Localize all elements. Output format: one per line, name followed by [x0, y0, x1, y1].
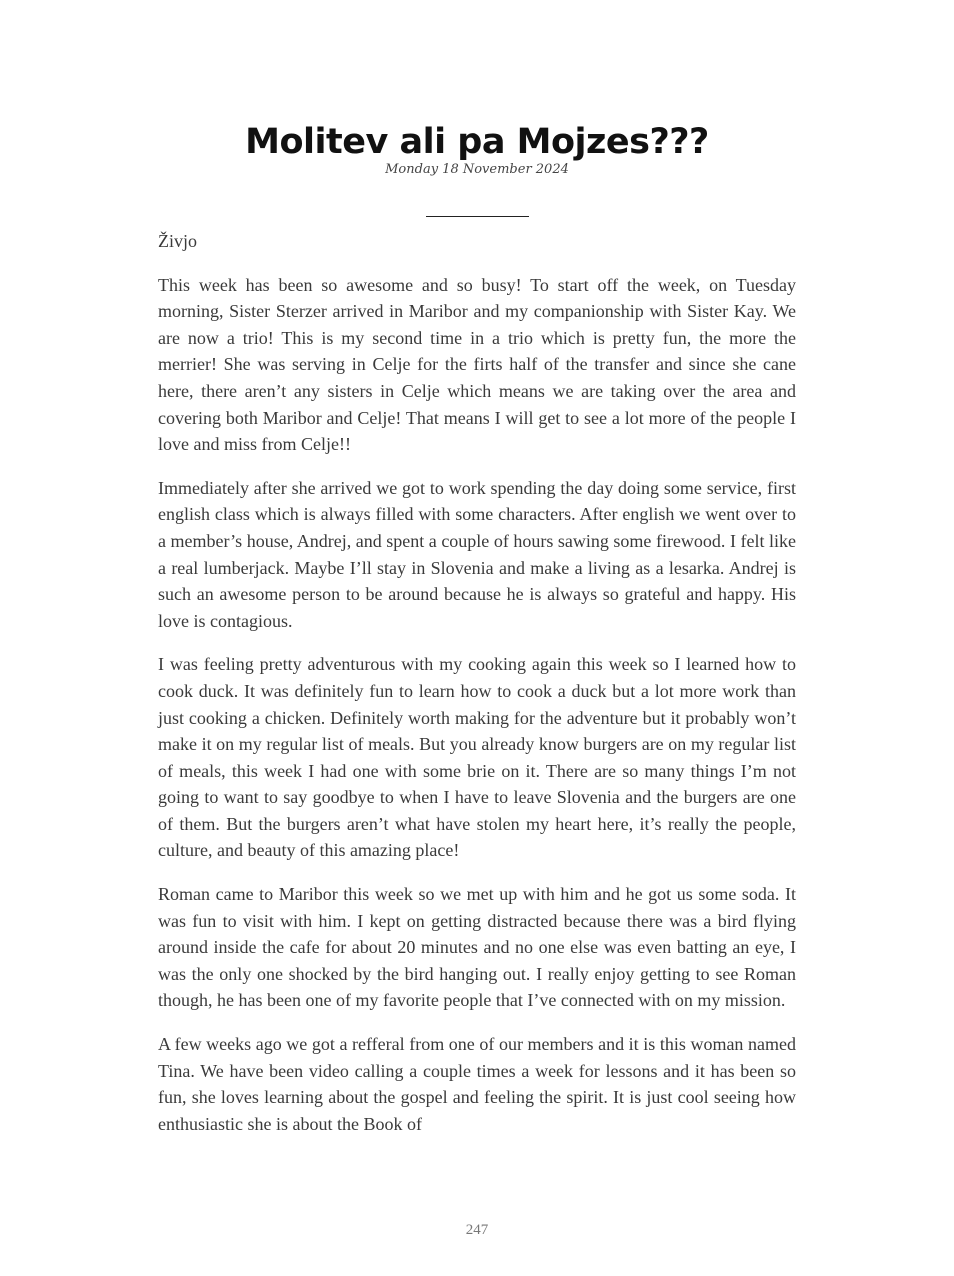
post-date: Monday 18 November 2024	[385, 162, 569, 177]
page-number: 247	[465, 1222, 489, 1238]
paragraph: This week has been so awesome and so busy! To start off the week, on Tuesday morning, Sister Sterzer arrived in Maribor and my companionship with Sister Kay. We are now a trio! This is my second time in a trio which is pretty fun, the more the merrier! She was serving in Celje for the firts half of the transfer and since she cane here, there aren’t any sisters in Celje which means we are taking over the area and covering both Maribor and Celje! That means I will get to see a lot more of the people I love and miss from Celje!!	[158, 274, 796, 455]
paragraph: I was feeling pretty adventurous with my cooking again this week so I learned how to cook duck. It was definitely fun to learn how to cook a duck but a lot more work than just cooking a chicken. Definitely worth making for the adventure but it probably won’t make it on my regular list of meals. But you already know burgers are on my regular list of meals, this week I had one with some brie on it. There are so many things I’m not going to want to say goodbye to when I have to leave Slovenia and the burgers are one of them. But the burgers aren’t what have stolen my heart here, it’s really the people, culture, and beauty of this amazing place!	[158, 654, 796, 861]
post-body	[158, 228, 796, 1154]
paragraph: Immediately after she arrived we got to work spending the day doing some service, first english class which is always filled with some characters. After english we went over to a member’s house, Andrej, and spent a couple of hours sawing some firewood. I felt like a real lumberjack. Maybe I’ll stay in Slovenia and make a living as a lesarka. Andrej is such an awesome person to be around because he is always so grateful and happy. His love is contagious.	[158, 477, 796, 631]
paragraph: A few weeks ago we got a refferal from one of our members and it is this woman named Tina. We have been video calling a couple times a week for lessons and it has been so fun, she loves learning about the gospel and feeling the spirit. It is just cool seeing how enthusiastic she is about the Book of	[158, 1034, 796, 1134]
paragraph: Roman came to Maribor this week so we met up with him and he got us some soda. It was fun to visit with him. I kept on getting distracted because there was a bird flying around inside the cafe for about 20 minutes and no one else was even batting an eye, I was the only one shocked by the bird hanging out. I really enjoy getting to see Roman though, he has been one of my favorite people that I’ve connected with on my mission.	[158, 884, 796, 1011]
greeting: Živjo	[158, 231, 197, 251]
title-divider	[426, 216, 529, 217]
page-title: Molitev ali pa Mojzes???	[245, 122, 709, 162]
